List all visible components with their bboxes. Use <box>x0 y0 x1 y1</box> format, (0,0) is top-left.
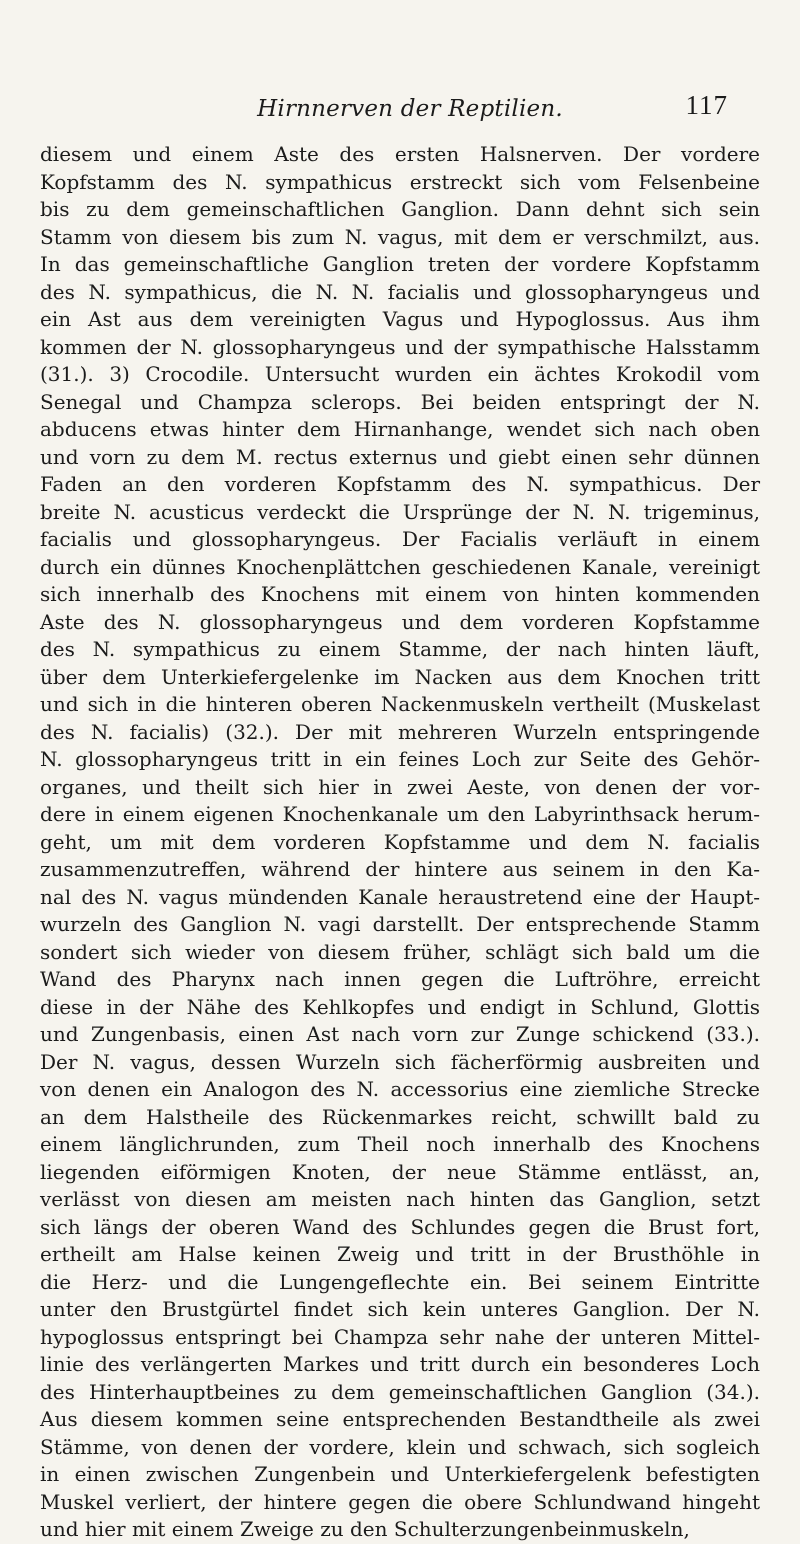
text-line: liegenden eiförmigen Knoten, der neue Stämme entlässt, an, <box>40 1159 760 1184</box>
text-line: ertheilt am Halse keinen Zweig und tritt in der Brusthöhle in <box>40 1242 760 1266</box>
text-line: geht, um mit dem vorderen Kopfstamme und dem N. facialis <box>40 829 760 854</box>
text-line: in einen zwischen Zungenbein und Unterkiefergelenk befestigten <box>40 1462 760 1486</box>
text-line: des N. sympathicus zu einem Stamme, der nach hinten läuft, <box>40 637 760 661</box>
text-line: von denen ein Analogon des N. accessorius eine ziemliche Strecke <box>40 1077 760 1101</box>
text-line: und sich in die hinteren oberen Nackenmuskeln vertheilt (Muskelast <box>40 692 760 716</box>
text-line: sondert sich wieder von diesem früher, schlägt sich bald um die <box>40 939 760 964</box>
text-line: wurzeln des Ganglion N. vagi darstellt. Der entsprechende Stamm <box>40 912 760 936</box>
text-line: sich längs der oberen Wand des Schlundes gegen die Brust fort, <box>40 1214 760 1239</box>
text-line: des N. facialis) (32.). Der mit mehreren Wurzeln entspringende <box>40 719 760 744</box>
text-line: Muskel verliert, der hintere gegen die obere Schlundwand hingeht <box>40 1489 760 1514</box>
text-line: diesem und einem Aste des ersten Halsnerven. Der vordere <box>40 142 760 166</box>
text-line: ein Ast aus dem vereinigten Vagus und Hypoglossus. Aus ihm <box>40 307 760 331</box>
running-head <box>0 88 800 128</box>
text-line: Der N. vagus, dessen Wurzeln sich fächerförmig ausbreiten und <box>40 1049 760 1074</box>
text-line: Stämme, von denen der vordere, klein und schwach, sich sogleich <box>40 1434 760 1459</box>
text-line: diese in der Nähe des Kehlkopfes und endigt in Schlund, Glottis <box>40 994 760 1019</box>
text-line: facialis und glossopharyngeus. Der Facialis verläuft in einem <box>40 527 760 551</box>
page-number: 117 <box>685 90 728 120</box>
text-line: (31.). 3) Crocodile. Untersucht wurden ein ächtes Krokodil vom <box>40 362 760 386</box>
text-line: In das gemeinschaftliche Ganglion treten der vordere Kopfstamm <box>40 252 760 276</box>
text-line: und vorn zu dem M. rectus externus und giebt einen sehr dünnen <box>40 444 760 469</box>
text-line: sich innerhalb des Knochens mit einem von hinten kommenden <box>40 582 760 606</box>
text-line: des N. sympathicus, die N. N. facialis und glossopharyngeus und <box>40 279 760 304</box>
text-line: die Herz- und die Lungengeflechte ein. Bei seinem Eintritte <box>40 1269 760 1294</box>
text-line: Aste des N. glossopharyngeus und dem vorderen Kopfstamme <box>40 609 760 634</box>
text-line: an dem Halstheile des Rückenmarkes reicht, schwillt bald zu <box>40 1104 760 1129</box>
text-line: Wand des Pharynx nach innen gegen die Luftröhre, erreicht <box>40 967 760 991</box>
text-line: unter den Brustgürtel findet sich kein unteres Ganglion. Der N. <box>40 1297 760 1321</box>
body-text <box>40 141 760 1544</box>
text-line: zusammenzutreffen, während der hintere aus seinem in den Ka- <box>40 857 760 881</box>
text-line: hypoglossus entspringt bei Champza sehr nahe der unteren Mittel- <box>40 1324 760 1349</box>
text-line: Aus diesem kommen seine entsprechenden Bestandtheile als zwei <box>40 1407 760 1431</box>
text-line: breite N. acusticus verdeckt die Ursprünge der N. N. trigeminus, <box>40 499 760 524</box>
text-line: kommen der N. glossopharyngeus und der sympathische Halsstamm <box>40 334 760 359</box>
text-line: und Zungenbasis, einen Ast nach vorn zur Zunge schickend (33.). <box>40 1022 760 1046</box>
text-line: abducens etwas hinter dem Hirnanhange, wendet sich nach oben <box>40 417 760 441</box>
text-line: Stamm von diesem bis zum N. vagus, mit dem er verschmilzt, aus. <box>40 224 760 249</box>
running-title: Hirnnerven der Reptilien. <box>257 96 563 122</box>
text-line: einem länglichrunden, zum Theil noch innerhalb des Knochens <box>40 1132 760 1156</box>
text-line: über dem Unterkiefergelenke im Nacken aus dem Knochen tritt <box>40 664 760 689</box>
text-line: Faden an den vorderen Kopfstamm des N. sympathicus. Der <box>40 472 760 496</box>
text-line: N. glossopharyngeus tritt in ein feines Loch zur Seite des Gehör- <box>40 747 760 771</box>
text-line: bis zu dem gemeinschaftlichen Ganglion. Dann dehnt sich sein <box>40 197 760 221</box>
text-line: verlässt von diesen am meisten nach hinten das Ganglion, setzt <box>40 1187 760 1211</box>
text-line: linie des verlängerten Markes und tritt durch ein besonderes Loch <box>40 1352 760 1376</box>
text-line: dere in einem eigenen Knochenkanale um den Labyrinthsack herum- <box>40 802 760 826</box>
text-line: nal des N. vagus mündenden Kanale heraustretend eine der Haupt- <box>40 884 760 909</box>
text-line: Senegal und Champza sclerops. Bei beiden entspringt der N. <box>40 389 760 414</box>
text-line: durch ein dünnes Knochenplättchen geschiedenen Kanale, vereinigt <box>40 554 760 579</box>
text-line: des Hinterhauptbeines zu dem gemeinschaftlichen Ganglion (34.). <box>40 1379 760 1404</box>
text-line: und hier mit einem Zweige zu den Schulterzungenbeinmuskeln, <box>40 1517 690 1541</box>
text-line: Kopfstamm des N. sympathicus erstreckt sich vom Felsenbeine <box>40 169 760 194</box>
text-line: organes, und theilt sich hier in zwei Aeste, von denen der vor- <box>40 774 760 799</box>
